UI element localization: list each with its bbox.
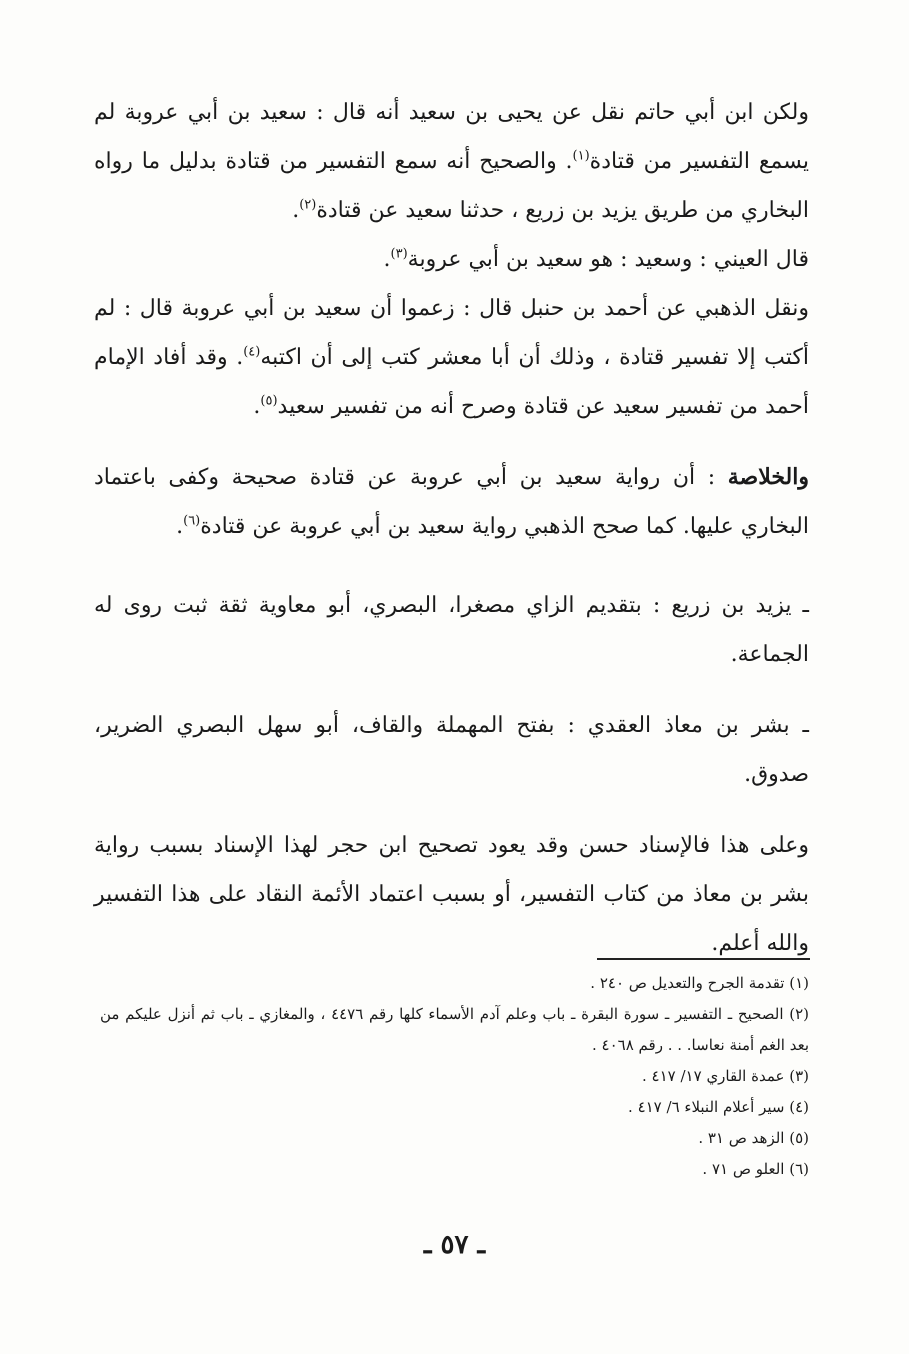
footnote-ref-4: (٤) [243, 344, 261, 360]
footnote-2: (٢) الصحيح ـ التفسير ـ سورة البقرة ـ باب وعلم آدم الأسماء كلها رقم ٤٤٧٦ ، والمغازي ـ باب ثم أنزل عليكم من بعد الغم أمنة نعاسا. . . رقم ٤٠٦٨ . [100, 1005, 809, 1054]
paragraph-4-summary [94, 453, 809, 551]
page-number: ـ ٥٧ ـ [423, 1230, 486, 1260]
paragraph-2-text-a: قال العيني : وسعيد : هو سعيد بن أبي عروبة [407, 247, 809, 272]
footnote-ref-5: (٥) [260, 393, 278, 409]
footnote-4: (٤) سير أعلام النبلاء ٦/ ٤١٧ . [628, 1098, 809, 1116]
paragraph-2-text-b: . [383, 247, 391, 272]
paragraph-3-text-c: . [253, 394, 261, 419]
paragraph-4-text-b: . [176, 514, 184, 539]
footnotes [100, 968, 809, 1185]
main-text [94, 88, 809, 968]
paragraph-6-narrator: ـ بشر بن معاذ العقدي : بفتح المهملة والقاف، أبو سهل البصري الضرير، صدوق. [94, 713, 809, 787]
paragraph-3 [94, 284, 809, 431]
footnote-divider [597, 958, 810, 960]
paragraph-1-text-b: . والصحيح أنه سمع التفسير من قتادة بدليل ما رواه البخاري من طريق يزيد بن زريع ، حدثنا سعيد عن قتادة [94, 149, 809, 223]
footnote-1: (١) تقدمة الجرح والتعديل ص ٢٤٠ . [590, 974, 809, 992]
paragraph-1 [94, 88, 809, 235]
paragraph-5-narrator: ـ يزيد بن زريع : بتقديم الزاي مصغرا، البصري، أبو معاوية ثقة ثبت روى له الجماعة. [94, 593, 809, 667]
paragraph-4-text-a: : أن رواية سعيد بن أبي عروبة عن قتادة صحيحة وكفى باعتماد البخاري عليها. كما صحح الذهبي رواية سعيد بن أبي عروبة عن قتادة [94, 465, 809, 539]
paragraph-7-conclusion: وعلى هذا فالإسناد حسن وقد يعود تصحيح ابن حجر لهذا الإسناد بسبب رواية بشر بن معاذ من كتاب التفسير، أو بسبب اعتماد الأئمة النقاد على هذا التفسير والله أعلم. [94, 833, 809, 956]
footnote-ref-3: (٣) [390, 246, 408, 262]
paragraph-2 [94, 235, 809, 284]
paragraph-1-text-c: . [292, 198, 300, 223]
footnote-ref-1: (١) [572, 148, 590, 164]
paragraph-3-text-b: . وقد أفاد الإمام أحمد من تفسير سعيد عن قتادة وصرح أنه من تفسير سعيد [94, 345, 809, 419]
paragraph-1-text-a: ولكن ابن أبي حاتم نقل عن يحيى بن سعيد أنه قال : سعيد بن أبي عروبة لم يسمع التفسير من قتادة [94, 100, 809, 174]
footnote-6: (٦) العلو ص ٧١ . [702, 1160, 809, 1178]
paragraph-3-text-a: ونقل الذهبي عن أحمد بن حنبل قال : زعموا أن سعيد بن أبي عروبة قال : لم أكتب إلا تفسير قتادة ، وذلك أن أبا معشر كتب إلى أن اكتبه [94, 296, 809, 370]
footnote-3: (٣) عمدة القاري ١٧/ ٤١٧ . [642, 1067, 809, 1085]
footnote-ref-6: (٦) [183, 513, 201, 529]
footnote-5: (٥) الزهد ص ٣١ . [698, 1129, 809, 1147]
summary-heading: والخلاصة [727, 464, 809, 490]
footnote-ref-2: (٢) [299, 197, 317, 213]
